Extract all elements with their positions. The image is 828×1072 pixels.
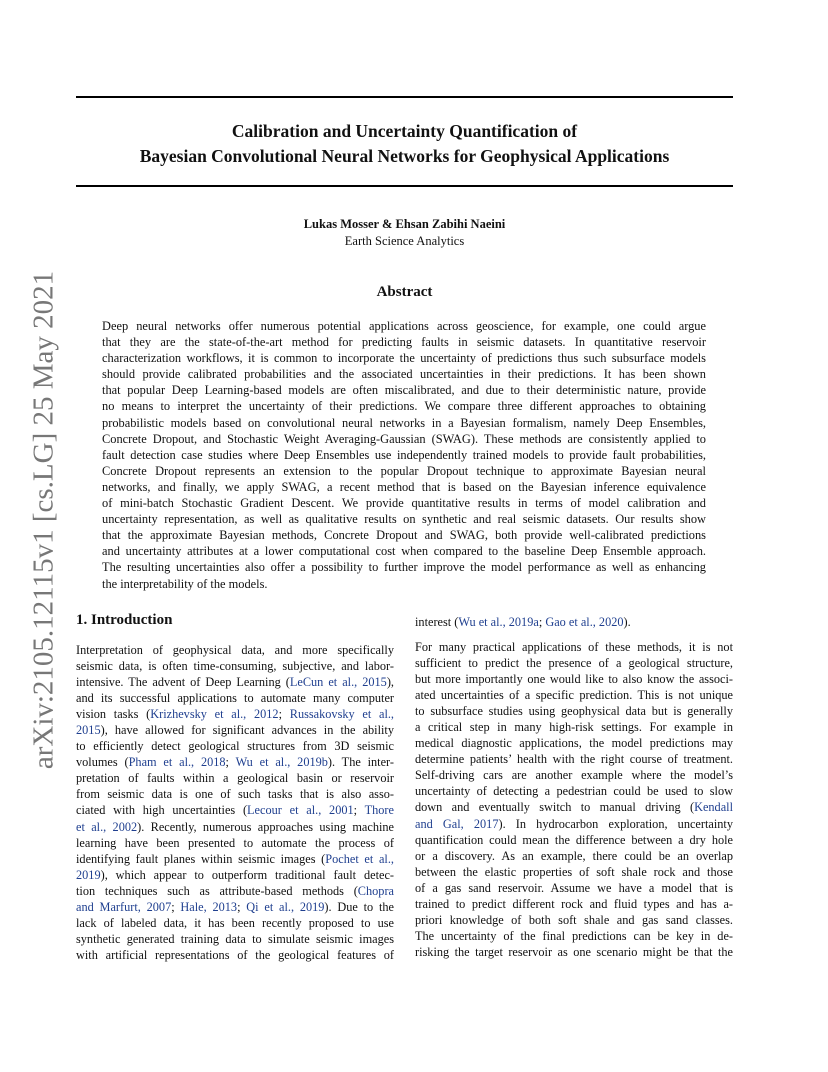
text-run: pretation of faults within a geological basin or reservoir: [76, 771, 394, 786]
authors: Lukas Mosser & Ehsan Zabihi Naeini: [303, 217, 506, 231]
text-run: ). In hydrocarbon exploration, uncertainty: [498, 816, 733, 831]
text-run: or a discovery. As an example, there could be an overlap: [415, 848, 733, 863]
citation-link[interactable]: Russakovsky et al.,: [289, 707, 394, 722]
text-run: ciated with high uncertainties (: [76, 803, 248, 818]
text-run: ;: [278, 707, 290, 722]
text-run: ;: [353, 803, 365, 818]
text-line: [415, 928, 733, 944]
text-line: [415, 639, 733, 655]
title-rule-bottom: [76, 185, 733, 187]
abstract-line: no means to interpret the uncertainty of their predictions. We compare three different approaches to obtaining: [102, 399, 706, 414]
abstract-line: that popular Deep Learning-based models are often miscalibrated, and due to their deterministic nature, provide: [102, 383, 706, 398]
text-line: [76, 835, 394, 851]
text-line: [76, 947, 394, 963]
text-run: a critical step in many high-risk settings. For example in: [415, 720, 733, 735]
text-line: [76, 706, 394, 722]
text-run: down and eventually switch to manual driving (: [415, 800, 695, 815]
intro-right-column-top: [415, 614, 733, 630]
abstract-line: Deep neural networks offer numerous potential applications across geoscience, for example, one could argue: [102, 319, 706, 333]
text-line: [76, 867, 394, 883]
text-run: identifying fault planes within seismic images (: [76, 851, 326, 866]
abstract-line: should provide calibrated probabilities and the associated uncertainties in their predictions. It has been shown: [102, 367, 706, 382]
text-line: [76, 851, 394, 867]
text-line: [76, 658, 394, 674]
abstract-line: that the approximate Bayesian methods, Concrete Dropout and SWAG, both provide well-calibrated predictions: [102, 528, 706, 543]
text-run: seismic data, is often time-consuming, subjective, and labor-: [76, 659, 394, 674]
text-run: Self-driving cars are another example where the model’s: [415, 768, 733, 783]
text-line: [415, 912, 733, 928]
text-run: ). The inter-: [327, 755, 394, 770]
text-line: [76, 786, 394, 802]
text-run: The uncertainty of the final predictions can be key in de-: [415, 928, 733, 943]
citation-link[interactable]: Gao et al., 2020: [545, 615, 624, 629]
text-run: ;: [225, 755, 236, 770]
text-line: [415, 816, 733, 832]
text-line: [415, 832, 733, 848]
text-run: intensive. The advent of Deep Learning (: [76, 675, 290, 690]
text-run: of a gas sand reservoir. Assume we have a model that is: [415, 880, 733, 895]
text-run: to subsurface studies using geophysical data but is generally: [415, 704, 733, 719]
abstract-line: Concrete Dropout, and Stochastic Weight Averaging-Gaussian (SWAG). These methods are consistently applied to: [102, 431, 706, 446]
text-run: priori knowledge of both soft shale and gas sand classes.: [415, 912, 733, 927]
text-run: ). Recently, numerous approaches using machine: [137, 819, 394, 834]
text-line: [415, 751, 733, 767]
text-run: ;: [237, 899, 247, 914]
text-run: ),: [386, 675, 394, 690]
abstract-line: the interpretability of the models.: [102, 576, 268, 591]
abstract-line: networks, and finally, we apply SWAG, a recent method that is based on the Bayesian inference equivalence: [102, 479, 706, 494]
text-line: [76, 915, 394, 931]
text-line: [76, 722, 394, 738]
text-run: For many practical applications of these methods, it is not: [415, 640, 733, 654]
text-run: tion techniques such as attribute-based methods (: [76, 883, 358, 898]
text-run: ated uncertainties of a specific prediction. This is not unique: [415, 688, 733, 703]
paper-title-line-2: Bayesian Convolutional Neural Networks for Geophysical Applications: [139, 146, 670, 166]
text-run: risking the target reservoir as one scenario might be that the: [415, 944, 733, 959]
abstract-line: of mini-batch Stochastic Gradient Descent. We provide quantitative results in terms of model calibration and: [102, 496, 706, 511]
text-line: [415, 703, 733, 719]
text-run: sufficient to predict the presence of a geological structure,: [415, 656, 733, 671]
text-run: ;: [171, 899, 181, 914]
text-line: [76, 883, 394, 899]
abstract-line: fault detection case studies where Deep Ensembles use independently trained models to provide fault probabilities,: [102, 447, 706, 462]
citation-link[interactable]: Chopra: [357, 883, 394, 898]
text-line: [76, 674, 394, 690]
text-line: [415, 655, 733, 671]
abstract-line: characterization workflows, it is common to incorporate the uncertainty of predictions thus such subsurface models: [102, 351, 706, 366]
citation-link[interactable]: Krizhevsky et al., 2012: [150, 707, 279, 722]
text-run: medical diagnostic applications, the model predictions may: [415, 736, 733, 751]
text-line: [415, 671, 733, 687]
citation-link[interactable]: 2015: [76, 723, 101, 738]
abstract-line: that they are the state-of-the-art method for predicting faults in seismic datasets. In quantitative reservoir: [102, 335, 706, 350]
paper-title-line-1: Calibration and Uncertainty Quantification of: [231, 121, 578, 141]
text-line: [415, 896, 733, 912]
text-line: [76, 642, 394, 658]
text-line: [415, 783, 733, 799]
text-run: between the elastic properties of soft shale rock and those: [415, 864, 733, 879]
text-run: learning have been presented to automate the process of: [76, 835, 394, 850]
abstract-line: Concrete Dropout represents an extension to the popular Dropout technique to approximate Bayesian neural: [102, 463, 706, 478]
text-run: and its successful applications to automate many computer: [76, 691, 394, 706]
text-run: with artificial representations of the geological features of: [76, 947, 394, 962]
text-line: [415, 848, 733, 864]
text-run: determine patients’ health with the right course of treatment.: [415, 752, 733, 767]
text-run: from seismic data is one of such tasks that is also asso-: [76, 787, 394, 802]
text-run: synthetic generated training data to simulate seismic images: [76, 931, 394, 946]
text-run: volumes (: [76, 755, 129, 770]
abstract-line: uncertainty representation, as well as qualitative results on synthetic and real seismic datasets. Our results show: [102, 512, 706, 527]
text-run: ).: [623, 615, 631, 629]
text-line: [76, 899, 394, 915]
arxiv-sidebar-stamp: arXiv:2105.12115v1 [cs.LG] 25 May 2021: [27, 270, 60, 770]
text-line: [415, 799, 733, 815]
abstract-line: and uncertainty attributes at a lower computational cost when compared to the baseline Deep Ensemble approach.: [102, 544, 706, 559]
abstract-body: [102, 318, 706, 592]
text-line: [415, 614, 733, 630]
text-line: [415, 735, 733, 751]
citation-link[interactable]: and Marfurt, 2007: [76, 899, 172, 914]
text-run: to efficiently detect geological structures from 3D seismic: [76, 739, 394, 754]
text-run: vision tasks (: [76, 707, 151, 722]
citation-link[interactable]: Lecour et al., 2001: [247, 803, 354, 818]
citation-link[interactable]: Qi et al., 2019: [246, 899, 325, 914]
citation-link[interactable]: Wu et al., 2019a: [458, 615, 539, 629]
citation-link[interactable]: Wu et al., 2019b: [235, 755, 328, 770]
text-line: [76, 802, 394, 818]
text-line: [76, 690, 394, 706]
intro-right-column: [415, 639, 733, 960]
citation-link[interactable]: and Gal, 2017: [415, 816, 499, 831]
intro-left-column: [76, 642, 394, 963]
text-run: ), which appear to outperform traditional fault detec-: [100, 867, 394, 882]
text-line: [415, 880, 733, 896]
text-line: [415, 944, 733, 960]
text-line: [76, 770, 394, 786]
text-line: [76, 738, 394, 754]
text-line: [76, 754, 394, 770]
citation-link[interactable]: 2019: [76, 867, 101, 882]
citation-link[interactable]: LeCun et al., 2015: [289, 675, 387, 690]
abstract-heading: Abstract: [376, 284, 433, 300]
text-run: ), have allowed for significant advances in the ability: [100, 723, 394, 738]
text-run: uncertainty of detecting a pedestrian could be used to slow: [415, 784, 733, 799]
citation-link[interactable]: Thore: [364, 803, 394, 818]
citation-link[interactable]: Pochet et al.,: [325, 851, 394, 866]
text-run: interest (: [415, 615, 459, 629]
citation-link[interactable]: Kendall: [694, 800, 733, 815]
text-line: [415, 719, 733, 735]
text-run: ). Due to the: [324, 899, 394, 914]
title-rule-top: [76, 96, 733, 98]
text-run: lack of labeled data, it has been recently proposed to use: [76, 915, 394, 930]
text-line: [415, 767, 733, 783]
text-line: [415, 687, 733, 703]
abstract-line: The resulting uncertainties also offer a possibility to further improve the model performance as well as enhancing: [102, 560, 706, 575]
text-line: [415, 864, 733, 880]
citation-link[interactable]: Hale, 2013: [180, 899, 238, 914]
section-heading-introduction: 1. Introduction: [76, 612, 173, 628]
abstract-line: probabilistic models based on convolutional neural networks in a Bayesian formalism, namely Deep Ensembles,: [102, 415, 706, 430]
text-run: quantification could mean the difference between a dry hole: [415, 832, 733, 847]
text-line: [76, 931, 394, 947]
text-run: trained to predict different rock and fluid types and has a-: [415, 896, 733, 911]
citation-link[interactable]: Pham et al., 2018: [128, 755, 226, 770]
text-run: ;: [538, 615, 546, 629]
affiliation: Earth Science Analytics: [344, 234, 465, 248]
text-line: [76, 819, 394, 835]
text-run: Interpretation of geophysical data, and more specifically: [76, 643, 394, 657]
text-run: but more importantly one would like to also know the associ-: [415, 672, 733, 687]
citation-link[interactable]: et al., 2002: [76, 819, 138, 834]
